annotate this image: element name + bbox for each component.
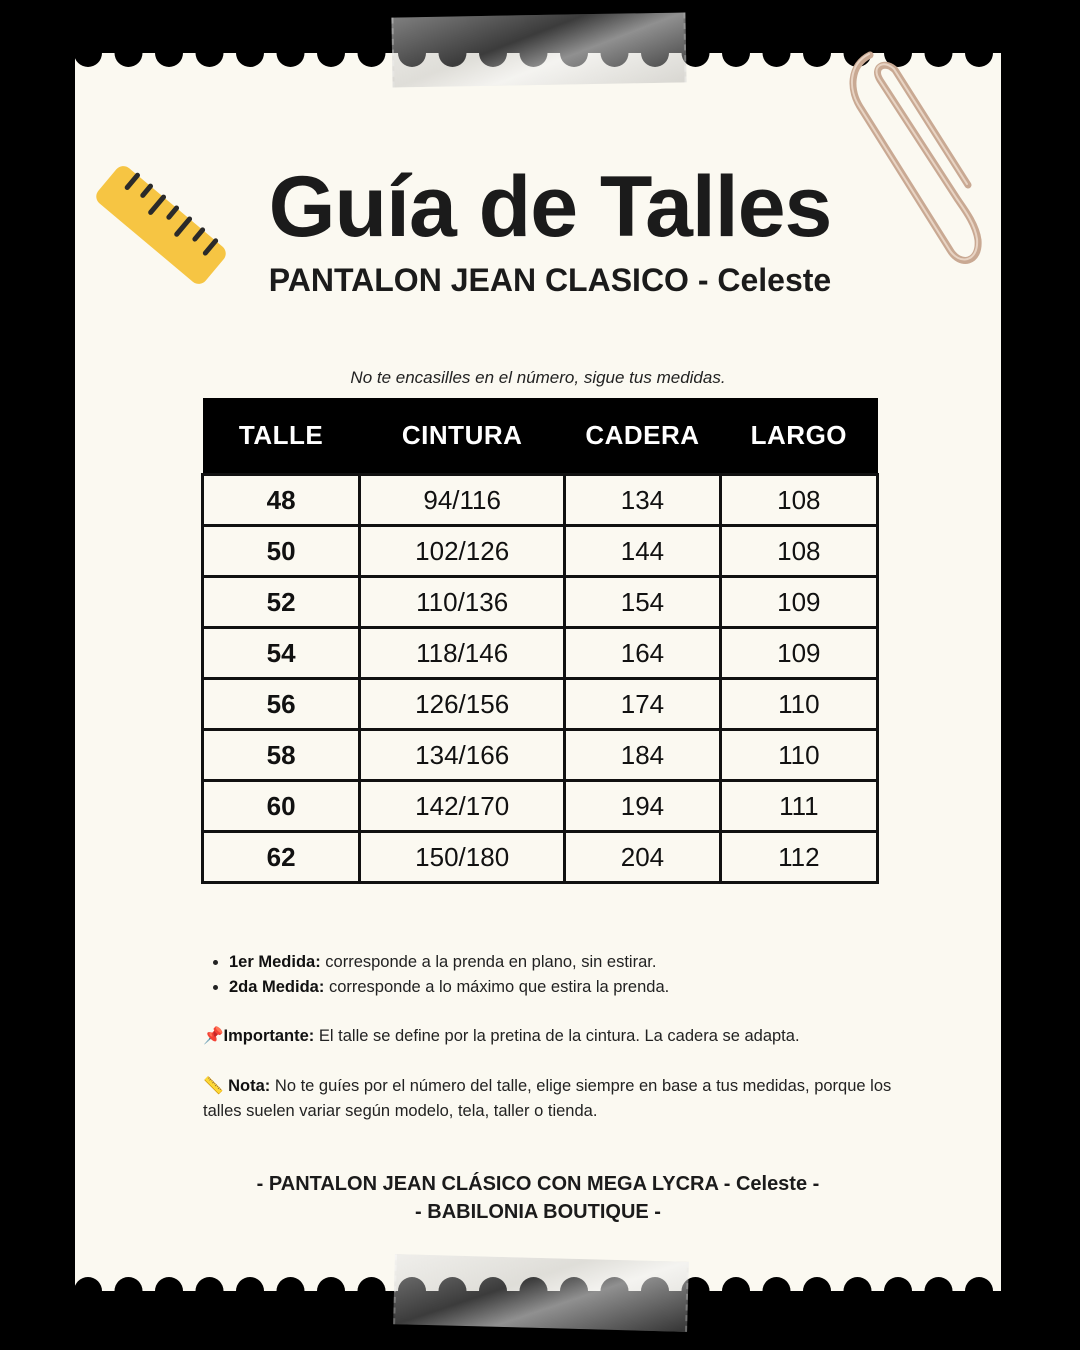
measure-text: corresponde a lo máximo que estira la prenda.: [324, 978, 670, 996]
cell-largo: 110: [720, 679, 877, 730]
cell-cadera: 194: [565, 781, 721, 832]
list-item: [229, 950, 893, 975]
table-row: [203, 730, 878, 781]
cell-cintura: 150/180: [360, 832, 565, 883]
measure-notes: [203, 950, 893, 1000]
column-header-largo: LARGO: [720, 398, 877, 475]
table-row: [203, 781, 878, 832]
cell-talle: 62: [203, 832, 360, 883]
nota-note: [203, 1074, 893, 1124]
important-text: El talle se define por la pretina de la cintura. La cadera se adapta.: [314, 1027, 800, 1045]
cell-talle: 58: [203, 730, 360, 781]
cell-cintura: 142/170: [360, 781, 565, 832]
cell-talle: 48: [203, 475, 360, 526]
table-row: [203, 628, 878, 679]
footer-brand-line: - BABILONIA BOUTIQUE -: [415, 1201, 661, 1223]
cell-cadera: 184: [565, 730, 721, 781]
cell-talle: 50: [203, 526, 360, 577]
cell-cintura: 110/136: [360, 577, 565, 628]
table-row: [203, 475, 878, 526]
nota-label: Nota:: [228, 1077, 271, 1095]
table-header-row: [203, 398, 878, 475]
column-header-cadera: CADERA: [565, 398, 721, 475]
list-item: [229, 975, 893, 1000]
cell-largo: 109: [720, 628, 877, 679]
measure-text: corresponde a la prenda en plano, sin estirar.: [320, 953, 657, 971]
cell-cadera: 164: [565, 628, 721, 679]
cell-largo: 111: [720, 781, 877, 832]
nota-text: No te guíes por el número del talle, elige siempre en base a tus medidas, porque los talles suelen variar según modelo, tela, taller o tienda.: [203, 1077, 892, 1120]
tagline: No te encasilles en el número, sigue tus medidas.: [350, 368, 726, 387]
cell-cintura: 94/116: [360, 475, 565, 526]
cell-cintura: 102/126: [360, 526, 565, 577]
footer: [200, 1170, 876, 1226]
measure-label: 1er Medida:: [229, 953, 321, 971]
cell-talle: 52: [203, 577, 360, 628]
table-row: [203, 577, 878, 628]
cell-largo: 108: [720, 526, 877, 577]
important-note: [203, 1024, 893, 1049]
pushpin-icon: 📌: [203, 1027, 224, 1045]
table-row: [203, 832, 878, 883]
important-label: Importante:: [223, 1027, 315, 1045]
cell-largo: 112: [720, 832, 877, 883]
cell-cadera: 174: [565, 679, 721, 730]
tape-strip-bottom: [393, 1254, 689, 1332]
ruler-emoji-icon: 📏: [203, 1077, 224, 1095]
cell-talle: 60: [203, 781, 360, 832]
cell-largo: 110: [720, 730, 877, 781]
cell-cintura: 118/146: [360, 628, 565, 679]
footer-product-line: - PANTALON JEAN CLÁSICO CON MEGA LYCRA - Celeste -: [256, 1173, 820, 1195]
cell-cadera: 154: [565, 577, 721, 628]
page-title: Guía de Talles: [268, 159, 832, 255]
measure-label: 2da Medida:: [229, 978, 325, 996]
cell-cadera: 144: [565, 526, 721, 577]
tape-strip-top: [391, 12, 686, 87]
cell-cintura: 134/166: [360, 730, 565, 781]
cell-talle: 54: [203, 628, 360, 679]
cell-largo: 108: [720, 475, 877, 526]
size-table: [201, 398, 879, 884]
table-row: [203, 679, 878, 730]
cell-cintura: 126/156: [360, 679, 565, 730]
column-header-cintura: CINTURA: [360, 398, 565, 475]
cell-cadera: 204: [565, 832, 721, 883]
cell-talle: 56: [203, 679, 360, 730]
cell-largo: 109: [720, 577, 877, 628]
table-row: [203, 526, 878, 577]
cell-cadera: 134: [565, 475, 721, 526]
column-header-talle: TALLE: [203, 398, 360, 475]
product-subtitle: PANTALON JEAN CLASICO - Celeste: [268, 262, 832, 298]
